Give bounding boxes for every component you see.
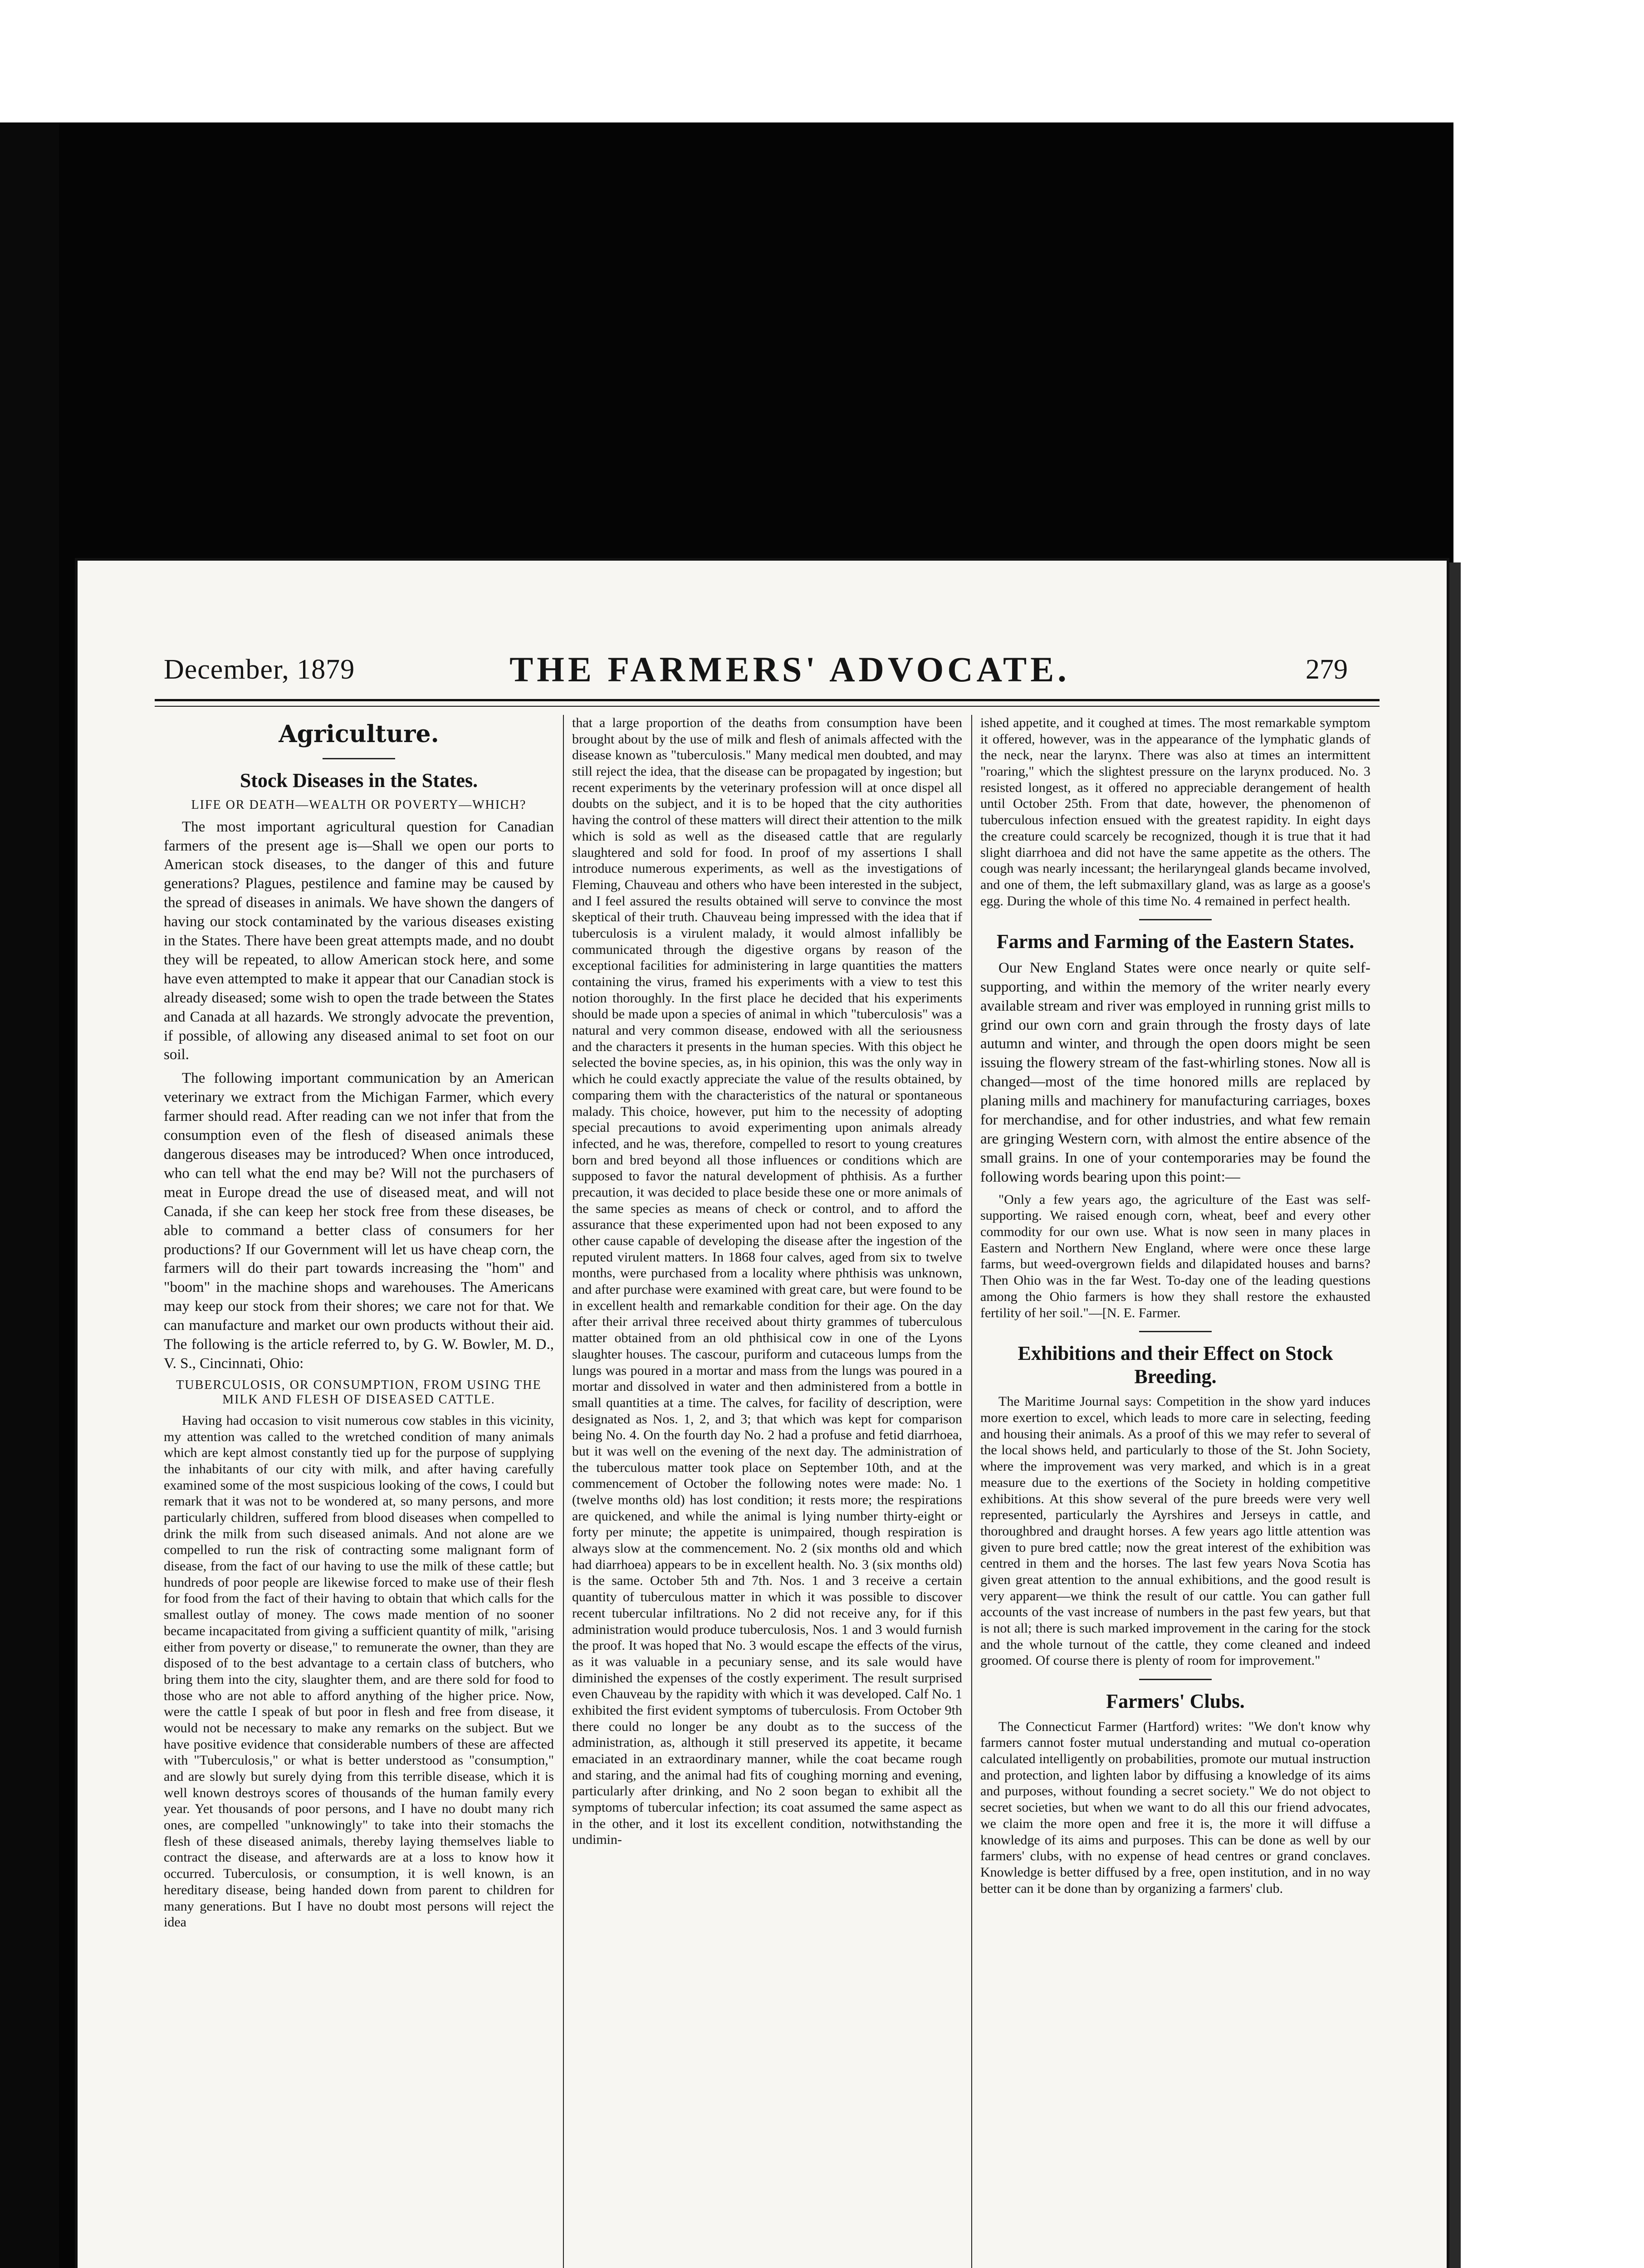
article-heading: Farms and Farming of the Eastern States. (996, 930, 1355, 953)
paragraph: that a large proportion of the deaths from consumption have been brought about by the use of milk and flesh of animals affected with the disease known as "tuberculosis." Many medical men doubted, and may still reject the idea, that the disease can be propagated by ingestion; but recent experiments by the veterinary profession will at once dispel all doubts on the subject, and it is to be hoped that the city authorities having the control of these matters will direct their attention to the milk which is sold as well as the diseased cattle that are regularly slaughtered and sold for food. In proof of my assertions I shall introduce numerous experiments, as well as the investigations of Fleming, Chauveau and others who have been interested in the subject, and I feel assured the results obtained will serve to convince the most skeptical of their truth. Chauveau being impressed with the idea that if tuberculosis is a virulent malady, it would almost infallibly be communicated through the digestive organs by reason of the exceptional facilities for administering in large quantities the matters containing the virus, framed his experiments with a view to test this notion thoroughly. In the first place he decided that his experiments should be made upon a species of animal in which "tuberculosis" was a natural and very common disease, endowed with all the seriousness and the characters it presents in the human species. With this object he selected the bovine species, as, in his opinion, this was the only way in which he could exactly appreciate the value of the results obtained, by comparing them with the characteristics of the natural or spontaneous malady. This choice, however, put him to the necessity of adopting special precautions to avoid experimenting upon animals already infected, and he was, therefore, compelled to resort to young creatures born and bred beyond all those influences or conditions which are supposed to favor the natural development of phthisis. As a further precaution, it was decided to place beside these one or more animals of the same species as means of check or control, and to afford the assurance that these experimented upon had not been exposed to any other cause capable of developing the disease after the ingestion of the reputed virulent matters. In 1868 four calves, aged from six to twelve months, were purchased from a locality where phthisis was unknown, and after purchase were examined with great care, but were found to be in excellent health and remarkable condition for their age. On the day after their arrival three received about thirty grammes of tuberculous matter obtained from an old phthisical cow in one of the Lyons slaughter houses. The cascour, puriform and cutaceous lumps from the lungs was poured in a mortar and mass from the lungs was poured in a mortar and dissolved in water and then administered from a bottle in small quantities at a time. The calves, for facility of description, were designated as Nos. 1, 2, and 3; that which was kept for comparison being No. 4. On the fourth day No. 2 had a profuse and fetid diarrhoea, but it was well on the evening of the next day. The administration of the tuberculous matter took place on September 10th, and at the commencement of October the following notes were made: No. 1 (twelve months old) has lost condition; it rests more; the respirations are quickened, and while the animal is lying number thirty-eight or forty per minute; the appetite is unimpaired, though respiration is always slow at the commencement. No. 2 (six months old and which had diarrhoea) appears to be in excellent health. No. 3 (six months old) is the same. October 5th and 7th. Nos. 1 and 3 receive a certain quantity of tuberculous matter in which it was possible to discover recent tubercular infiltrations. No 2 did not receive any, for if this administration would produce tuberculosis, Nos. 1 and 3 would furnish the proof. It was hoped that No. 3 would escape the effects of the virus, as it was valuable in a pecuniary sense, and its sale would have diminished the expenses of the costly experiment. The result surprised even Chauveau by the rapidity with which it was developed. Calf No. 1 exhibited the first evident symptoms of tuberculosis. From October 9th there could no longer be any doubt as to the success of the administration, as, although it still preserved its appetite, it became emaciated in an extraordinary manner, while the coat became rough and staring, and the animal had fits of coughing morning and evening, particularly after drinking, and No 2 soon began to exhibit all the symptoms of tubercular infection; its coat assumed the same aspect as in the other, and it lost its excellent condition, notwithstanding the undimin- (572, 715, 962, 1848)
article-subheading: LIFE OR DEATH—WEALTH OR POVERTY—WHICH? (191, 797, 527, 812)
section-heading: Agriculture. (279, 720, 439, 748)
scan-left-edge (0, 122, 59, 2268)
column-1 (164, 715, 554, 2268)
paragraph: "Only a few years ago, the agriculture of the East was self-supporting. We raised enough corn, wheat, beef and every other commodity for our own use. What is now seen in many places in Eastern and Northern New England, where were once these large farms, but weed-overgrown fields and dilapidated houses and barns? Then Ohio was in the far West. To-day one of the leading questions among the Ohio farmers is how they shall restore the exhausted fertility of her soil."—[N. E. Farmer. (980, 1192, 1370, 1320)
publication-title: THE FARMERS' ADVOCATE. (509, 650, 1070, 689)
article-subheading: TUBERCULOSIS, OR CONSUMPTION, FROM USING THE MILK AND FLESH OF DISEASED CATTLE. (176, 1378, 542, 1407)
paragraph: ished appetite, and it coughed at times. The most remarkable symptom it offered, however, was in the appearance of the lymphatic glands of the neck, near the larynx. There was also at times an intermittent "roaring," which the slightest pressure on the larynx produced. No. 3 resisted longest, as it offered no appreciable derangement of health until October 25th. From that date, however, the phenomenon of tuberculous infection ensued with the greatest rapidity. In eight days the creature could scarcely be recognized, though it is true that it had slight diarrhoea and did not have the same appetite as the others. The cough was nearly incessant; the herilaryngeal glands became involved, and one of them, the left submaxillary gland, was as large as a goose's egg. During the whole of this time No. 4 remained in perfect health. (980, 715, 1370, 909)
column-2 (572, 715, 962, 2268)
column-divider (971, 715, 972, 2268)
column-3 (980, 715, 1370, 2268)
masthead-rule (155, 699, 1380, 707)
scan-top-margin (0, 0, 1644, 122)
article-separator (1139, 1679, 1212, 1680)
article-heading: Farmers' Clubs. (1106, 1690, 1245, 1713)
article-separator (1139, 1331, 1212, 1332)
paragraph: The following important communication by an American veterinary we extract from the Michigan Farmer, which every farmer should read. After reading can we not infer that from the consumption even of the flesh of diseased animals these dangerous diseases may be introduced? When once introduced, who can tell what the end may be? Will not the purchasers of meat in Europe dread the use of diseased meat, and will not Canada, if she can keep her stock free from these diseases, be able to command a better class of consumers for her productions? If our Government will let us have cheap corn, the farmers will do their part towards increasing the "hom" and "boom" in the machine shops and warehouses. The Americans may keep our stock from their shores; we care not for that. We can manufacture and market our own products without their aid. The following is the article referred to, by G. W. Bowler, M. D., V. S., Cincinnati, Ohio: (164, 1070, 554, 1372)
masthead (164, 649, 1402, 690)
newspaper-page (75, 558, 1449, 2268)
article-heading: Exhibitions and their Effect on Stock Breeding. (1018, 1342, 1333, 1388)
column-divider (563, 715, 564, 2268)
issue-date: December, 1879 (164, 654, 355, 685)
article-separator (1139, 919, 1212, 920)
section-rule (323, 758, 395, 759)
article-heading: Stock Diseases in the States. (240, 769, 478, 792)
paragraph: The Connecticut Farmer (Hartford) writes: "We don't know why farmers cannot foster mutual understanding and mutual co-operation calculated intelligently on probabilities, promote our mutual instruction and protection, and lighten labor by diffusing a knowledge of its aims and purposes, without founding a secret society." We do not object to secret societies, but when we want to do all this our friend advocates, we claim the more open and free it is, the more it will diffuse a knowledge of its aims and purposes. This can be done as well by our farmers' clubs, with no expense of head centres or grand conclaves. Knowledge is better diffused by a free, open institution, and in no way better can it be done than by organizing a farmers' club. (980, 1719, 1370, 1896)
paragraph: The most important agricultural question for Canadian farmers of the present age is—Shall we open our ports to American stock diseases, to the danger of this and future generations? Plagues, pestilence and famine may be caused by the spread of diseases in animals. We have shown the dangers of having our stock contaminated by the various diseases existing in the States. There have been great attempts made, and no doubt they will be repeated, to allow American stock here, and some have even attempted to make it appear that our Canadian stock is already diseased; some wish to open the trade between the States and Canada at all hazards. We strongly advocate the prevention, if possible, of allowing any diseased animal to set foot on our soil. (164, 818, 554, 1063)
paragraph: Having had occasion to visit numerous cow stables in this vicinity, my attention was called to the wretched condition of many animals which are kept almost constantly tied up for the purpose of supplying the inhabitants of our city with milk, and after having carefully examined some of the most suspicious looking of the cows, I could but remark that it was not to be wondered at, so many persons, and more particularly children, suffered from blood diseases when compelled to drink the milk from such diseased animals. And not alone are we compelled to run the risk of contracting some malignant form of disease, from the fact of our having to use the milk of these cattle; but hundreds of poor people are likewise forced to make use of their flesh for food from the fact of their having to obtain that which calls for the smallest outlay of money. The cows made mention of no sooner became incapacitated from giving a sufficient quantity of milk, "arising either from poverty or disease," to remunerate the owner, than they are disposed of to the best advantage to a certain class of butchers, who bring them into the city, slaughter them, and are there sold for food to those who are not able to afford anything of the higher price. Now, were the cattle I speak of but poor in flesh and free from disease, it would not be necessary to make any remarks on the subject. But we have positive evidence that considerable numbers of these are affected with "Tuberculosis," or what is better understood as "consumption," and are slowly but surely dying from this terrible disease, which it is well known destroys scores of thousands of the human family every year. Yet thousands of poor persons, and I have no doubt many rich ones, are compelled "unknowingly" to take into their stomachs the flesh of these diseased animals, thereby laying themselves liable to contract the disease, and afterwards are at a loss to know how it occurred. Tuberculosis, or consumption, it is well known, is an hereditary disease, being handed down from parent to children for many generations. But I have no doubt most persons will reject the idea (164, 1413, 554, 1930)
scan-right-margin (1453, 122, 1644, 2268)
paragraph: Our New England States were once nearly or quite self-supporting, and within the memory of the writer nearly every available stream and river was employed in running grist mills to grind our own corn and grain through the frosty days of late autumn and winter, and through the open doors might be seen issuing the flowery stream of the fast-whirling stones. Now all is changed—most of the time honored mills are replaced by planing mills and machinery for manufacturing carriages, boxes for merchandise, and for other industries, and what few remain are gringing Western corn, with almost the entire absence of the small grains. In one of your contemporaries may be found the following words bearing upon this point:— (980, 959, 1370, 1185)
paragraph: The Maritime Journal says: Competition in the show yard induces more exertion to excel, which leads to more care in selecting, feeding and housing their animals. As a proof of this we may refer to several of the local shows held, and particularly to those of the St. John Society, where the improvement was very marked, and which is in a great measure due to the exertions of the Society in holding competitive exhibitions. At this show several of the pure breeds were very well represented, particularly the Ayrshires and Jerseys in cattle, and thoroughbred and draught horses. A few years ago little attention was given to pure bred cattle; now the great interest of the exhibition was centred in them and the horses. The last few years Nova Scotia has given great attention to the annual exhibitions, and the good result is very apparent—we think the result of our cattle. You can gather full accounts of the vast increase of numbers in the past few years, but that is not all; there is such marked improvement in the caring for the stock and the whole turnout of the cattle, they come cleaned and indeed groomed. Of course there is plenty of room for improvement." (980, 1394, 1370, 1668)
page-number: 279 (1306, 654, 1348, 685)
